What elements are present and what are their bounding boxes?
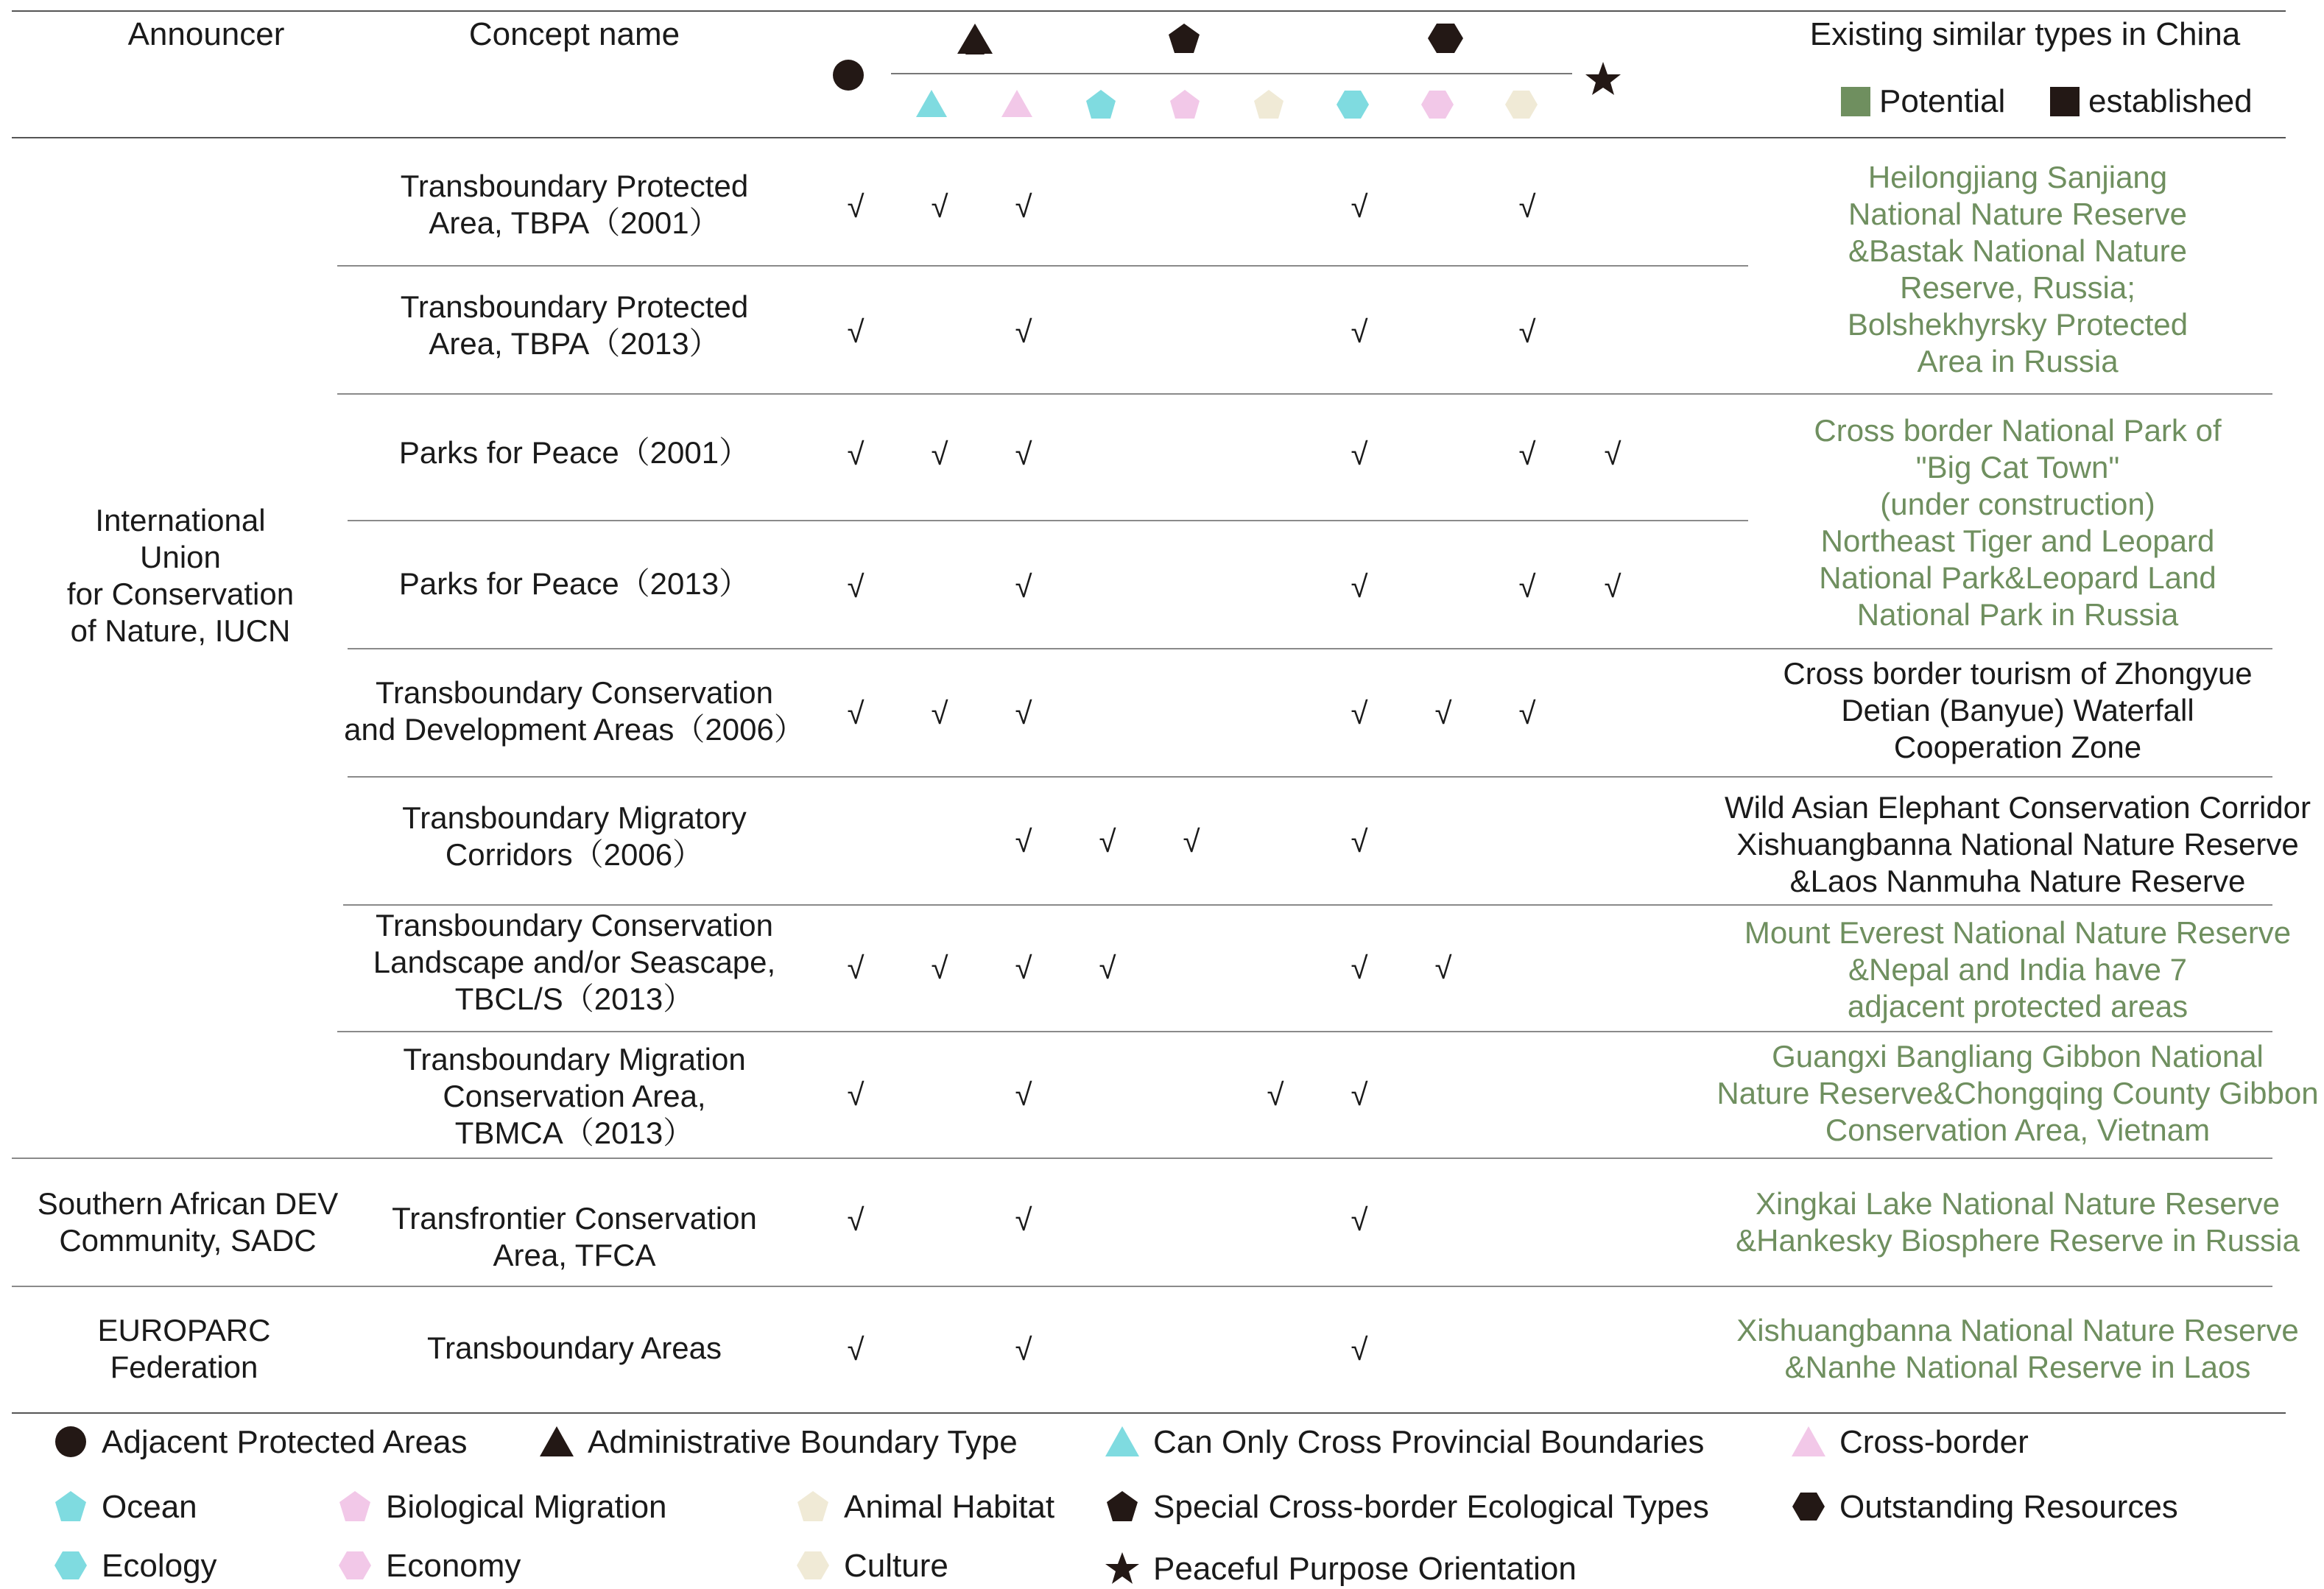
example-xingkai: Xingkai Lake National Nature Reserve &Hankesky Biosphere Reserve in Russia xyxy=(1736,1186,2300,1258)
check-mark: √ xyxy=(1351,314,1368,349)
row-rule xyxy=(337,393,2272,395)
header-symbols xyxy=(810,15,1657,133)
check-mark: √ xyxy=(1351,437,1368,471)
legend-pentagon-icon xyxy=(795,1489,831,1524)
legend-label: Administrative Boundary Type xyxy=(588,1424,1018,1460)
concept-tfca: Transfrontier Conservation Area, TFCA xyxy=(392,1201,757,1272)
check-mark: √ xyxy=(1015,1332,1032,1367)
legend-label: Peaceful Purpose Orientation xyxy=(1153,1551,1577,1587)
example-elephant-corridor: Wild Asian Elephant Conservation Corridor Xishuangbanna National Nature Reserve &Laos Nanmuha Nature Reserve xyxy=(1724,790,2311,898)
table-bottom-rule xyxy=(12,1412,2286,1414)
legend-pentagon-icon xyxy=(337,1489,373,1524)
legend-pentagon-icon xyxy=(53,1489,88,1524)
row-rule xyxy=(348,776,2272,778)
top-rule xyxy=(12,10,2286,12)
concept-peace-2001: Parks for Peace（2001） xyxy=(398,435,750,470)
check-mark: √ xyxy=(1351,569,1368,604)
check-mark: √ xyxy=(931,437,948,471)
legend-hexagon-icon xyxy=(1791,1489,1826,1524)
check-mark: √ xyxy=(1351,696,1368,730)
check-mark: √ xyxy=(1267,1077,1284,1112)
legend-label: Cross-border xyxy=(1839,1424,2029,1460)
group-rule xyxy=(12,1158,2272,1159)
admin-boundary-icon-main xyxy=(957,24,993,54)
ocean-icon xyxy=(1086,90,1116,119)
established-swatch xyxy=(2050,87,2080,116)
check-mark: √ xyxy=(1015,569,1032,604)
check-mark: √ xyxy=(1015,951,1032,985)
legend-hexagon-icon xyxy=(337,1548,373,1583)
check-mark: √ xyxy=(1518,696,1536,730)
peaceful-icon xyxy=(1585,62,1621,95)
cross-border-icon xyxy=(1001,90,1032,117)
check-mark: √ xyxy=(1015,314,1032,349)
check-mark: √ xyxy=(1015,437,1032,471)
check-mark: √ xyxy=(847,189,865,224)
concept-tbmca-2013: Transboundary Migration Conservation Area, TBMCA（2013） xyxy=(403,1042,746,1150)
concept-tbpa-2001: Transboundary Protected Area, TBPA（2001） xyxy=(400,169,749,240)
row-rule xyxy=(348,520,1748,521)
culture-icon xyxy=(1505,91,1538,119)
concept-transboundary-areas: Transboundary Areas xyxy=(426,1331,722,1365)
legend-circle-icon xyxy=(53,1424,88,1459)
check-mark: √ xyxy=(1351,824,1368,859)
adjacent-icon xyxy=(833,60,864,91)
check-mark: √ xyxy=(1015,1202,1032,1237)
legend-label: Can Only Cross Provincial Boundaries xyxy=(1153,1424,1705,1460)
legend-label: Outstanding Resources xyxy=(1839,1489,2178,1525)
check-mark: √ xyxy=(931,951,948,985)
check-mark: √ xyxy=(847,569,865,604)
check-mark: √ xyxy=(1351,1332,1368,1367)
legend-label: Ecology xyxy=(102,1548,217,1584)
check-mark: √ xyxy=(931,696,948,730)
legend-label: Economy xyxy=(386,1548,521,1584)
check-mark: √ xyxy=(847,696,865,730)
example-heilongjiang: Heilongjiang Sanjiang National Nature Reserve &Bastak National Nature Reserve, Russia; Bolshekhyrsky Protected Area in Russia xyxy=(1847,160,2189,378)
legend-pentagon-icon xyxy=(1105,1489,1140,1524)
check-mark: √ xyxy=(931,189,948,224)
cross-provincial-icon xyxy=(916,90,947,117)
check-mark: √ xyxy=(1518,189,1536,224)
check-mark: √ xyxy=(1015,824,1032,859)
announcer-iucn: International Union for Conservation of Nature, IUCN xyxy=(66,503,295,648)
concept-tbcls-2013: Transboundary Conservation Landscape and/or Seascape, TBCL/S（2013） xyxy=(373,908,776,1016)
announcer-sadc: Southern African DEV Community, SADC xyxy=(37,1186,339,1258)
established-label: established xyxy=(2088,83,2253,119)
legend-triangle-icon xyxy=(539,1424,574,1459)
example-bangliang: Guangxi Bangliang Gibbon National Nature Reserve&Chongqing County Gibbon Conservation Area, Vietnam xyxy=(1716,1039,2319,1147)
row-rule xyxy=(343,904,2272,906)
example-everest: Mount Everest National Nature Reserve &Nepal and India have 7 adjacent protected areas xyxy=(1744,915,2292,1023)
check-mark: √ xyxy=(847,437,865,471)
header-existing: Existing similar types in China xyxy=(1809,16,2241,52)
row-rule xyxy=(337,265,1748,267)
legend-label: Biological Migration xyxy=(386,1489,667,1525)
check-mark: √ xyxy=(1518,437,1536,471)
group-rule xyxy=(12,1286,2272,1287)
check-mark: √ xyxy=(1604,437,1621,471)
check-mark: √ xyxy=(1604,569,1621,604)
legend-triangle-icon xyxy=(1105,1424,1140,1459)
example-xishuangbanna: Xishuangbanna National Nature Reserve &Nanhe National Reserve in Laos xyxy=(1736,1313,2299,1384)
legend-label: Special Cross-border Ecological Types xyxy=(1153,1489,1709,1525)
legend-label: Adjacent Protected Areas xyxy=(102,1424,468,1460)
outstanding-resources-icon xyxy=(1428,24,1463,53)
check-mark: √ xyxy=(847,314,865,349)
announcer-europarc: EUROPARC Federation xyxy=(97,1313,271,1384)
check-mark: √ xyxy=(1351,1077,1368,1112)
check-mark: √ xyxy=(1518,314,1536,349)
example-big-cat-town: Cross border National Park of "Big Cat Town" (under construction) Northeast Tiger and Leopard National Park&Leopard Land National Park in Russia xyxy=(1814,413,2222,632)
check-mark: √ xyxy=(847,1077,865,1112)
animal-habitat-icon xyxy=(1254,90,1284,119)
header-rule xyxy=(12,137,2286,138)
check-mark: √ xyxy=(1015,189,1032,224)
potential-swatch xyxy=(1841,87,1870,116)
check-mark: √ xyxy=(1434,696,1452,730)
concept-migratory-2006: Transboundary Migratory Corridors（2006） xyxy=(402,800,747,872)
check-mark: √ xyxy=(1351,951,1368,985)
check-mark: √ xyxy=(1351,1202,1368,1237)
check-mark: √ xyxy=(847,1202,865,1237)
check-mark: √ xyxy=(847,951,865,985)
economy-icon xyxy=(1421,91,1454,119)
row-rule xyxy=(337,1031,2272,1032)
legend-label: Ocean xyxy=(102,1489,197,1525)
header-concept-name: Concept name xyxy=(468,16,680,52)
legend-star-icon xyxy=(1105,1551,1140,1586)
check-mark: √ xyxy=(1434,951,1452,985)
legend-triangle-icon xyxy=(1791,1424,1826,1459)
check-mark: √ xyxy=(1351,189,1368,224)
check-mark: √ xyxy=(1099,824,1116,859)
check-mark: √ xyxy=(1099,951,1116,985)
concept-peace-2013: Parks for Peace（2013） xyxy=(398,566,750,601)
potential-label: Potential xyxy=(1879,83,2006,119)
special-ecological-icon xyxy=(1169,24,1200,53)
concept-tbcda-2006: Transboundary Conservation and Development Areas（2006） xyxy=(344,675,805,747)
check-mark: √ xyxy=(1518,569,1536,604)
concept-tbpa-2013: Transboundary Protected Area, TBPA（2013） xyxy=(400,289,749,361)
legend-label: Culture xyxy=(844,1548,948,1584)
header-announcer: Announcer xyxy=(127,16,285,52)
check-mark: √ xyxy=(847,1332,865,1367)
ecology-icon xyxy=(1337,91,1369,119)
row-rule xyxy=(348,648,2272,649)
legend-label: Animal Habitat xyxy=(844,1489,1055,1525)
check-mark: √ xyxy=(1015,696,1032,730)
check-mark: √ xyxy=(1183,824,1200,859)
check-mark: √ xyxy=(1015,1077,1032,1112)
legend-hexagon-icon xyxy=(795,1548,831,1583)
legend-hexagon-icon xyxy=(53,1548,88,1583)
bio-migration-icon xyxy=(1170,90,1200,119)
example-detian: Cross border tourism of Zhongyue Detian (Banyue) Waterfall Cooperation Zone xyxy=(1783,656,2253,764)
